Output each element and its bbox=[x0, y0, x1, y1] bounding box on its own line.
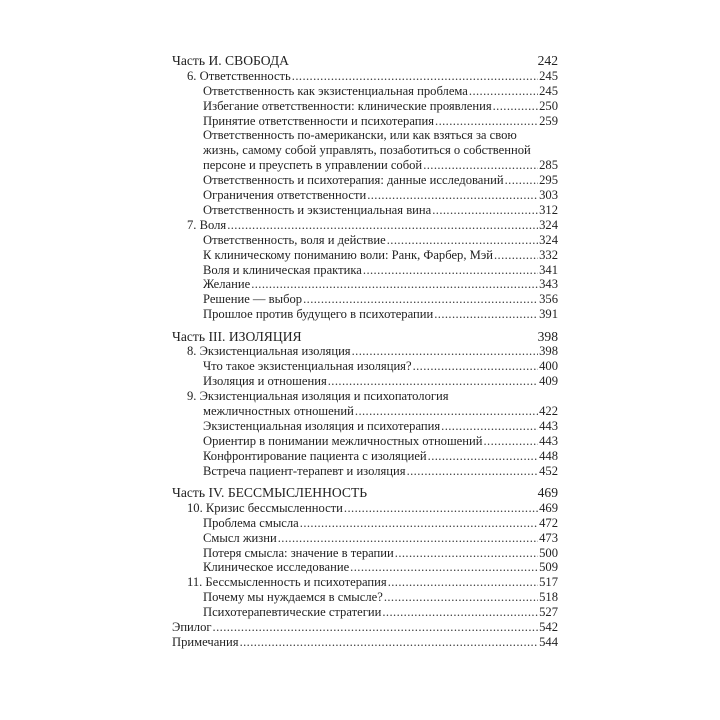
toc-section: Конфронтирование пациента с изоляцией ..... 448 bbox=[172, 449, 558, 464]
toc-section: Ответственность и психотерапия: данные исследований ..... 295 bbox=[172, 173, 558, 188]
toc-part-heading: Часть III. ИЗОЛЯЦИЯ 398 bbox=[172, 328, 558, 344]
toc-part-heading: Часть И. СВОБОДА 242 bbox=[172, 53, 558, 68]
toc-section-wrap-line: жизнь, самому собой управлять, позаботиться о собственной bbox=[203, 143, 531, 158]
toc-chapter: 7. Воля ..... 324 bbox=[172, 218, 558, 233]
toc-chapter: 8. Экзистенциальная изоляция ..... 398 bbox=[172, 344, 558, 359]
toc-section: К клиническому пониманию воли: Ранк, Фарбер, Мэй ..... 332 bbox=[172, 248, 558, 263]
toc-section: Желание ..... 343 bbox=[172, 277, 558, 292]
toc-section-wrap-line: Ответственность по-американски, или как взяться за свою bbox=[203, 128, 517, 143]
toc-section: Воля и клиническая практика ..... 341 bbox=[172, 263, 558, 278]
toc-section: Клиническое исследование ..... 509 bbox=[172, 560, 558, 575]
toc-section: Ответственность, воля и действие ..... 324 bbox=[172, 233, 558, 248]
toc-part-heading: Часть IV. БЕССМЫСЛЕННОСТЬ 469 bbox=[172, 484, 558, 500]
toc-section: Почему мы нуждаемся в смысле? ..... 518 bbox=[172, 590, 558, 605]
toc-notes: Примечания ..... 544 bbox=[172, 635, 558, 650]
toc-epilogue: Эпилог ..... 542 bbox=[172, 620, 558, 635]
toc-section: Потеря смысла: значение в терапии ..... 500 bbox=[172, 546, 558, 561]
toc-section: Решение — выбор ..... 356 bbox=[172, 292, 558, 307]
toc-section: Ответственность и экзистенциальная вина ..... 312 bbox=[172, 203, 558, 218]
toc-chapter: 6. Ответственность ..... 245 bbox=[172, 69, 558, 84]
toc-chapter-wrap-line: 9. Экзистенциальная изоляция и психопатология bbox=[187, 389, 449, 404]
toc-chapter: межличностных отношений ..... 422 bbox=[172, 404, 558, 419]
toc-section: Психотерапевтические стратегии ..... 527 bbox=[172, 605, 558, 620]
toc-section: Встреча пациент-терапевт и изоляция ..... 452 bbox=[172, 464, 558, 479]
toc-chapter: 10. Кризис бессмысленности ..... 469 bbox=[172, 501, 558, 516]
toc-section: Избегание ответственности: клинические проявления ..... 250 bbox=[172, 99, 558, 114]
table-of-contents bbox=[172, 54, 558, 650]
toc-section: Принятие ответственности и психотерапия ..... 259 bbox=[172, 114, 558, 129]
toc-section: Проблема смысла ..... 472 bbox=[172, 516, 558, 531]
toc-section: Изоляция и отношения ..... 409 bbox=[172, 374, 558, 389]
toc-section: Прошлое против будущего в психотерапии ..... 391 bbox=[172, 307, 558, 322]
toc-section: Ответственность как экзистенциальная проблема ..... 245 bbox=[172, 84, 558, 99]
toc-section: Экзистенциальная изоляция и психотерапия ..... 443 bbox=[172, 419, 558, 434]
toc-section: Ориентир в понимании межличностных отношений ..... 443 bbox=[172, 434, 558, 449]
toc-section: Что такое экзистенциальная изоляция? ..... 400 bbox=[172, 359, 558, 374]
toc-chapter: 11. Бессмысленность и психотерапия ..... 517 bbox=[172, 575, 558, 590]
toc-section: персоне и преуспеть в управлении собой ..... 285 bbox=[172, 158, 558, 173]
toc-section: Ограничения ответственности ..... 303 bbox=[172, 188, 558, 203]
toc-section: Смысл жизни ..... 473 bbox=[172, 531, 558, 546]
